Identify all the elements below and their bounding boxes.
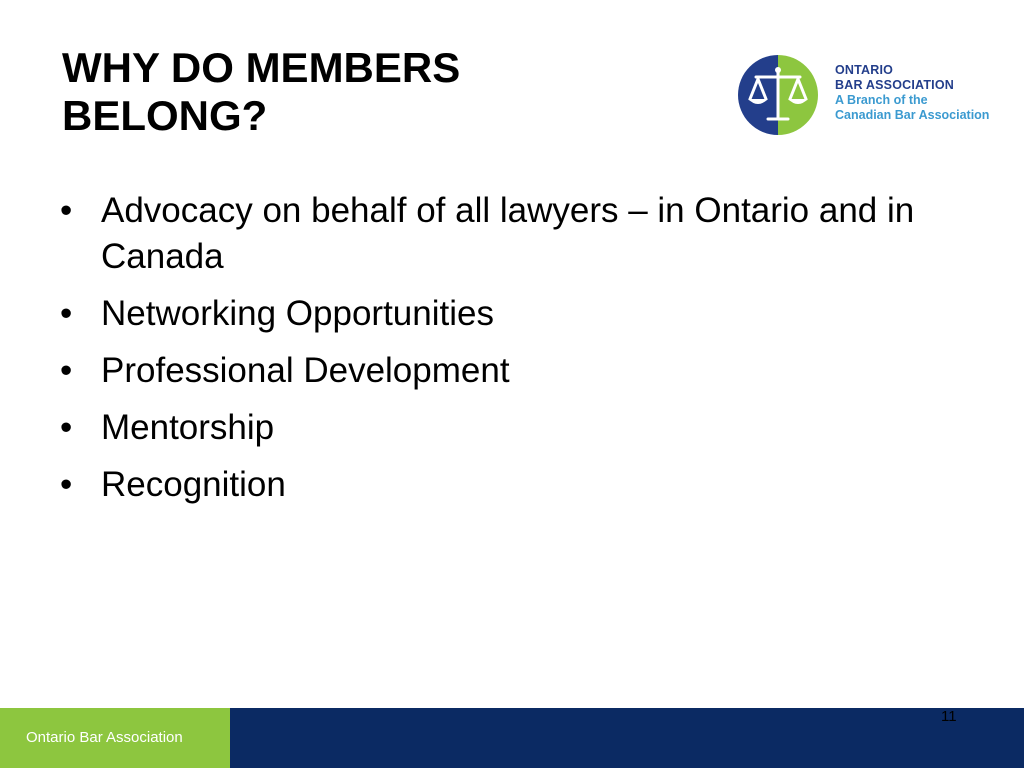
bullet-item [60, 291, 960, 337]
slide-title [62, 44, 622, 140]
bullet-item [60, 405, 960, 451]
scales-of-justice-icon [736, 53, 820, 137]
bullet-marker: • [60, 408, 73, 447]
slide-title-line-2: BELONG? [62, 92, 268, 139]
bullet-list [60, 188, 960, 519]
logo-sub-line-2: Canadian Bar Association [835, 108, 990, 122]
bullet-text: Networking Opportunities [101, 294, 494, 333]
bullet-marker: • [60, 465, 73, 504]
bullet-text: Mentorship [101, 408, 275, 447]
page-number: 11 [941, 708, 957, 725]
bullet-marker: • [60, 191, 73, 230]
footer-bar [0, 708, 1024, 768]
bullet-text: Professional Development [101, 351, 510, 390]
oba-logo [736, 53, 996, 137]
logo-org-line-2: BAR ASSOCIATION [835, 78, 954, 92]
bullet-text: Recognition [101, 465, 286, 504]
bullet-item [60, 188, 960, 280]
footer-label: Ontario Bar Association [26, 729, 183, 746]
bullet-text: Advocacy on behalf of all lawyers – in Ontario and in Canada [101, 191, 915, 276]
bullet-item [60, 462, 960, 508]
bullet-marker: • [60, 294, 73, 333]
bullet-marker: • [60, 351, 73, 390]
footer-label-block [0, 708, 230, 768]
logo-sub-line-1: A Branch of the [835, 93, 928, 107]
logo-org-line-1: ONTARIO [835, 63, 894, 77]
bullet-item [60, 348, 960, 394]
slide-title-line-1: WHY DO MEMBERS [62, 44, 461, 91]
logo-wordmark [835, 63, 989, 123]
